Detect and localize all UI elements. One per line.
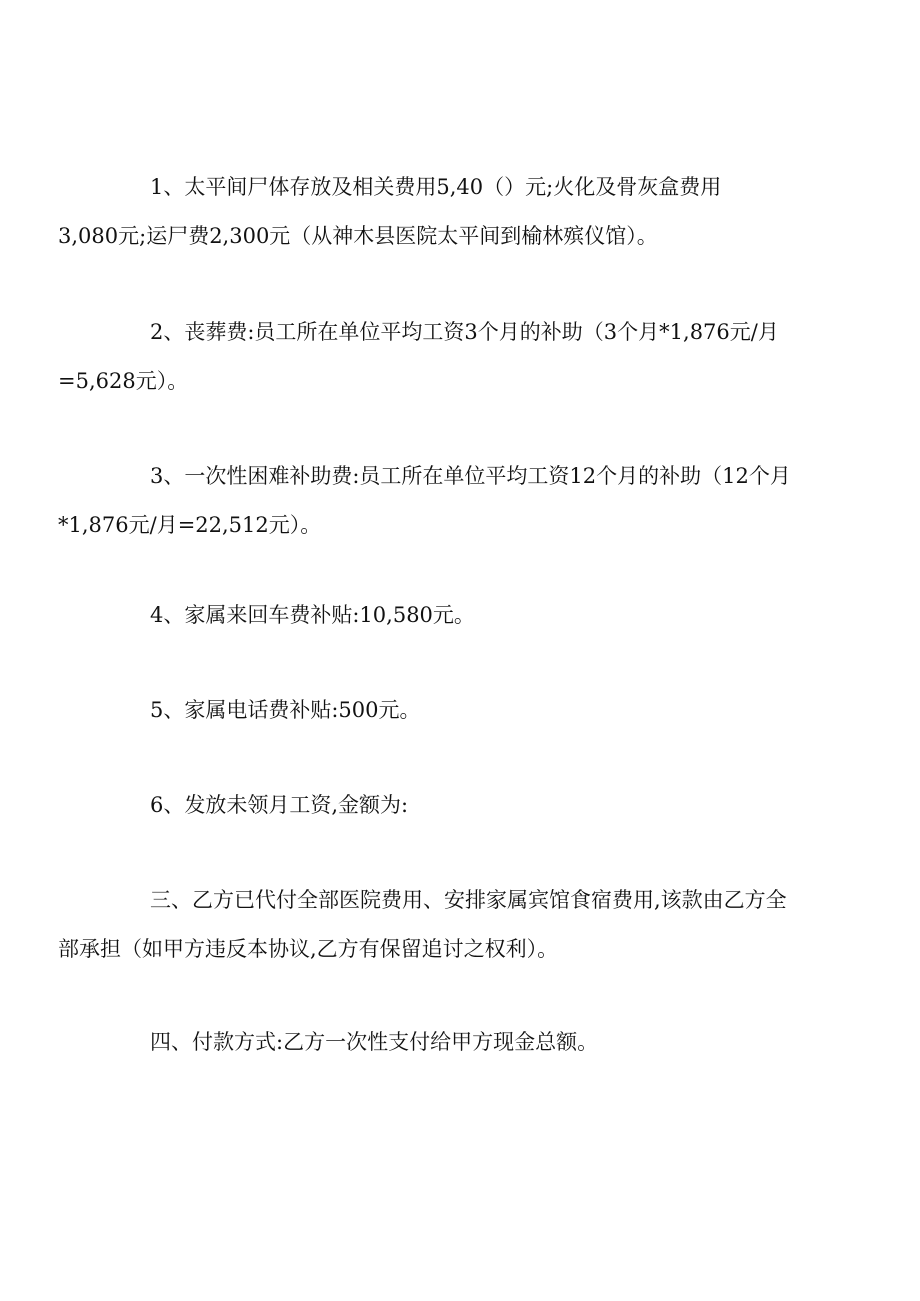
- paragraph-item-2: [58, 308, 816, 406]
- paragraph-line: 3、一次性困难补助费:员工所在单位平均工资12个月的补助（12个月: [150, 464, 791, 488]
- paragraph-line: 4、家属来回车费补贴:10,580元。: [150, 603, 475, 627]
- paragraph-item-3: [58, 452, 816, 550]
- paragraph-item-5: [104, 686, 816, 735]
- paragraph-line: 3,080元;运尸费2,300元（从神木县医院太平间到榆林殡仪馆）。: [58, 224, 658, 248]
- paragraph-line: *1,876元/月=22,512元）。: [58, 513, 322, 537]
- paragraph-line: 6、发放未领月工资,金额为:: [150, 793, 409, 817]
- paragraph-line: 1、太平间尸体存放及相关费用5,40（）元;火化及骨灰盒费用: [150, 175, 722, 199]
- paragraph-item-4: [104, 591, 816, 640]
- paragraph-line: 四、付款方式:乙方一次性支付给甲方现金总额。: [150, 1030, 599, 1054]
- paragraph-item-8: [104, 1018, 816, 1067]
- paragraph-line: 5、家属电话费补贴:500元。: [150, 698, 421, 722]
- paragraph-item-1: [58, 163, 816, 261]
- paragraph-line: 部承担（如甲方违反本协议,乙方有保留追讨之权利）。: [58, 937, 559, 961]
- paragraph-line: =5,628元）。: [58, 369, 189, 393]
- paragraph-item-6: [104, 781, 816, 830]
- paragraph-item-7: [58, 876, 816, 974]
- paragraph-line: 三、乙方已代付全部医院费用、安排家属宾馆食宿费用,该款由乙方全: [150, 888, 787, 912]
- paragraph-line: 2、丧葬费:员工所在单位平均工资3个月的补助（3个月*1,876元/月: [150, 320, 779, 344]
